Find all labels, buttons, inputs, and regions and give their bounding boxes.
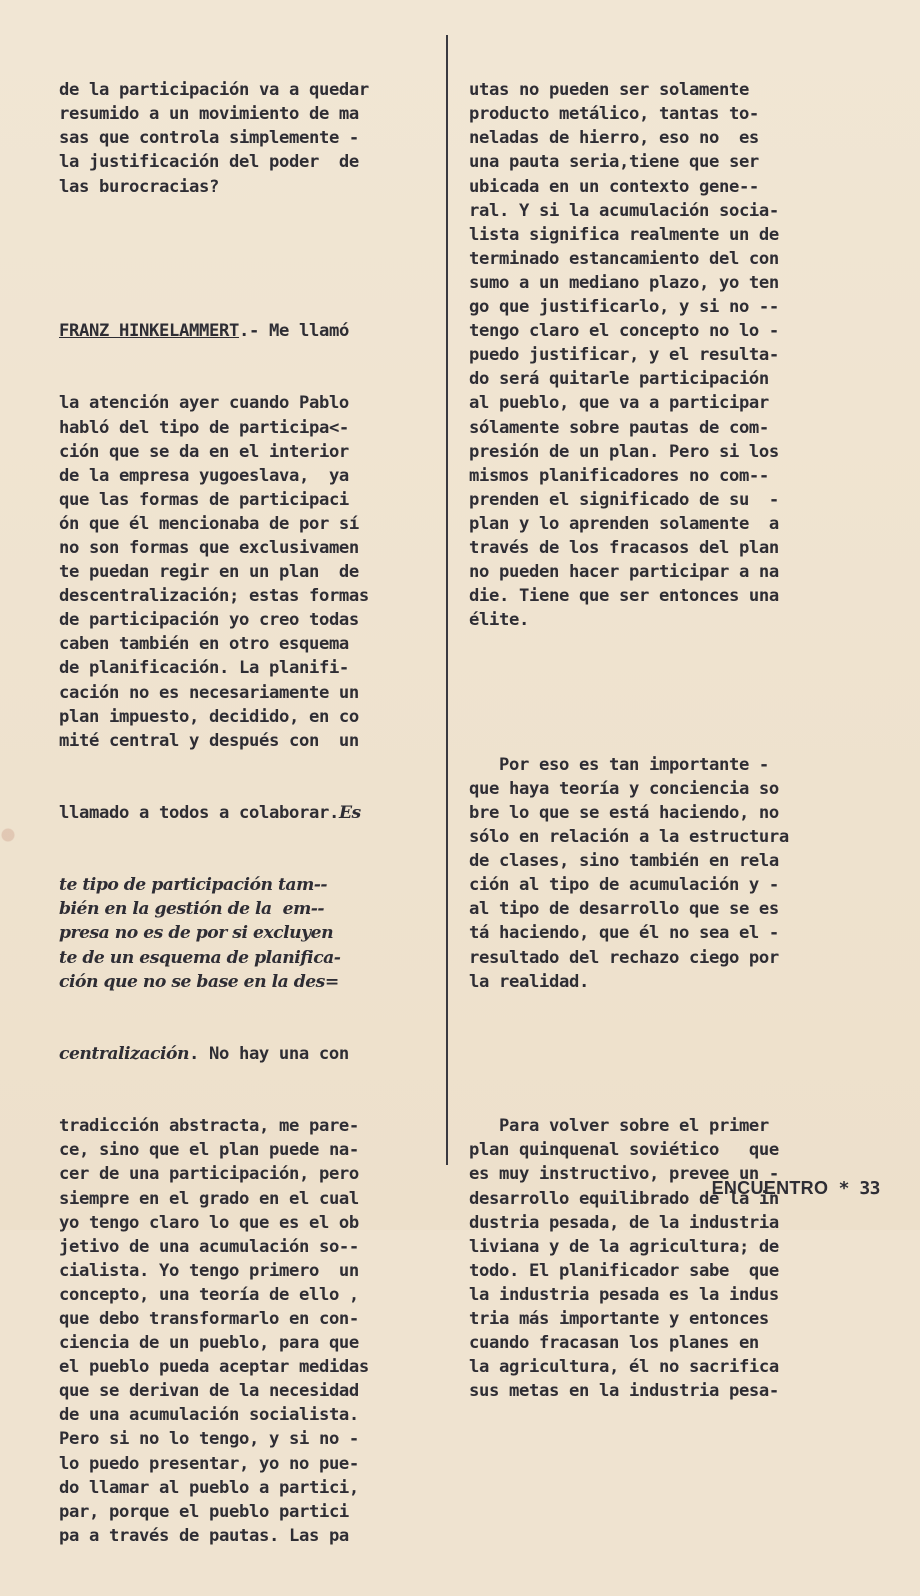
text-line: ce, sino que el plan puede na- xyxy=(59,1140,359,1161)
text-line: ón que él mencionaba de por sí xyxy=(59,513,359,534)
text-line: presión de un plan. Pero si los xyxy=(469,441,779,462)
text-line: tria más importante y entonces xyxy=(469,1308,769,1329)
text-line: mité central y después con un xyxy=(59,730,359,751)
text-line: ubicada en un contexto gene-- xyxy=(469,176,759,197)
text-line: concepto, una teoría de ello , xyxy=(59,1284,359,1305)
text-line: prenden el significado de su - xyxy=(469,489,779,510)
text-line: sólamente sobre pautas de com- xyxy=(469,417,769,438)
text-line: Pero si no lo tengo, y si no - xyxy=(59,1429,359,1450)
text-line: producto metálico, tantas to- xyxy=(469,104,759,125)
text-line: siempre en el grado en el cual xyxy=(59,1188,359,1209)
speaker-name: FRANZ HINKELAMMERT xyxy=(59,321,239,342)
text-line: bre lo que se está haciendo, no xyxy=(469,803,779,823)
page-number: 33 xyxy=(859,1178,880,1199)
right-column xyxy=(469,30,859,1452)
text-line: ción que se da en el interior xyxy=(59,441,349,462)
text-line: plan y lo aprenden solamente a xyxy=(469,513,779,534)
italic-text-line: bién en la gestión de la em-- xyxy=(59,899,325,920)
text-line: ción al tipo de acumulación y - xyxy=(469,875,779,896)
text-line: desarrollo equilibrado de la in xyxy=(469,1188,779,1209)
speaker-line xyxy=(59,319,437,343)
text-line: élite. xyxy=(469,610,529,631)
italic-text-line: te de un esquema de planifica- xyxy=(59,947,341,968)
mixed-line xyxy=(59,801,437,825)
text-line: la atención ayer cuando Pablo xyxy=(59,393,349,414)
text-line: Por eso es tan importante - xyxy=(469,754,769,775)
text-line: dustria pesada, de la industria xyxy=(469,1212,779,1233)
text-line: mismos planificadores no com-- xyxy=(469,465,769,486)
text-line: terminado estancamiento del con xyxy=(469,248,779,269)
text-line: al tipo de desarrollo que se es xyxy=(469,899,779,920)
text-line: la justificación del poder de xyxy=(59,152,359,173)
text-line: tá haciendo, que él no sea el - xyxy=(469,923,779,944)
text-line: una pauta seria,tiene que ser xyxy=(469,152,759,173)
text-line: jetivo de una acumulación so-- xyxy=(59,1236,359,1257)
text-line: que haya teoría y conciencia so xyxy=(469,778,779,799)
text-line: no son formas que exclusivamen xyxy=(59,537,359,558)
text-line: la realidad. xyxy=(469,971,589,992)
page-footer xyxy=(712,1178,880,1199)
text-line: no pueden hacer participar a na xyxy=(469,562,779,583)
text-line: que se derivan de la necesidad xyxy=(59,1381,359,1402)
text-line: caben también en otro esquema xyxy=(59,634,349,655)
text-line: plan impuesto, decidido, en co xyxy=(59,706,359,727)
text-line: de planificación. La planifi- xyxy=(59,658,349,679)
text-line: es muy instructivo, prevee un - xyxy=(469,1164,779,1185)
text-line: do será quitarle participación xyxy=(469,369,769,390)
magazine-name: ENCUENTRO xyxy=(711,1178,829,1198)
text-line: go que justificarlo, y si no -- xyxy=(469,297,779,318)
text-line: lista significa realmente un de xyxy=(469,224,779,245)
text-line: die. Tiene que ser entonces una xyxy=(469,586,779,607)
text-line: través de los fracasos del plan xyxy=(469,537,779,558)
text-line: plan quinquenal soviético que xyxy=(469,1140,779,1161)
text-line: de la empresa yugoeslava, ya xyxy=(59,465,349,486)
text-line: el pueblo pueda aceptar medidas xyxy=(59,1357,369,1378)
footer-star: * xyxy=(838,1178,849,1199)
mixed-line-2-italic: centralización xyxy=(59,1043,189,1064)
italic-text-line: ción que no se base en la des= xyxy=(59,971,339,992)
text-line: todo. El planificador sabe que xyxy=(469,1260,779,1281)
text-line: de una acumulación socialista. xyxy=(59,1405,359,1426)
text-line: tengo claro el concepto no lo - xyxy=(469,321,779,342)
text-line: de la participación va a quedar xyxy=(59,80,369,101)
text-line: Para volver sobre el primer xyxy=(469,1116,769,1137)
text-line: utas no pueden ser solamente xyxy=(469,80,749,101)
mixed-line-2 xyxy=(59,1042,437,1066)
text-line: ral. Y si la acumulación socia- xyxy=(469,200,779,221)
text-line: par, porque el pueblo partici xyxy=(59,1501,349,1522)
text-line: que las formas de participaci xyxy=(59,489,349,510)
text-line: sas que controla simplemente - xyxy=(59,128,359,149)
italic-text-line: presa no es de por si excluyen xyxy=(59,923,334,944)
text-line: habló del tipo de participa<- xyxy=(59,417,349,438)
text-line: cación no es necesariamente un xyxy=(59,682,359,703)
text-line: que debo transformarlo en con- xyxy=(59,1308,359,1329)
mixed-line-italic: Es xyxy=(338,803,361,823)
left-column xyxy=(59,30,437,1596)
mixed-line-2-plain: . No hay una con xyxy=(188,1043,349,1064)
text-line: te puedan regir en un plan de xyxy=(59,562,359,583)
text-line: tradicción abstracta, me pare- xyxy=(59,1116,359,1137)
text-line: sólo en relación a la estructura xyxy=(469,827,789,848)
text-line: cuando fracasan los planes en xyxy=(469,1333,759,1354)
text-line: la industria pesada es la indus xyxy=(469,1284,779,1305)
italic-text-line: te tipo de participación tam-- xyxy=(59,875,328,896)
text-line: sus metas en la industria pesa- xyxy=(469,1381,779,1402)
text-line: puedo justificar, y el resulta- xyxy=(469,345,779,366)
text-line: cer de una participación, pero xyxy=(59,1164,359,1185)
mixed-line-plain: llamado a todos a colaborar. xyxy=(59,803,339,823)
text-line: al pueblo, que va a participar xyxy=(469,393,769,414)
text-line: sumo a un mediano plazo, yo ten xyxy=(469,272,779,293)
text-line: resumido a un movimiento de ma xyxy=(59,104,359,125)
text-line: las burocracias? xyxy=(59,176,219,197)
text-line: ciencia de un pueblo, para que xyxy=(59,1333,359,1354)
column-divider xyxy=(446,35,448,1165)
text-line: lo puedo presentar, yo no pue- xyxy=(59,1453,359,1474)
text-line: do llamar al pueblo a partici, xyxy=(59,1477,359,1498)
text-line: de clases, sino también en rela xyxy=(469,851,779,872)
text-line: liviana y de la agricultura; de xyxy=(469,1236,779,1257)
text-line: pa a través de pautas. Las pa xyxy=(59,1525,349,1546)
text-line: neladas de hierro, eso no es xyxy=(469,128,759,149)
text-line: de participación yo creo todas xyxy=(59,610,359,631)
text-line: descentralización; estas formas xyxy=(59,586,369,607)
text-line: resultado del rechazo ciego por xyxy=(469,947,779,968)
text-line: cialista. Yo tengo primero un xyxy=(59,1260,359,1281)
text-line: yo tengo claro lo que es el ob xyxy=(59,1212,359,1233)
speaker-line-rest: .- Me llamó xyxy=(238,321,349,342)
text-line: la agricultura, él no sacrifica xyxy=(469,1357,779,1378)
